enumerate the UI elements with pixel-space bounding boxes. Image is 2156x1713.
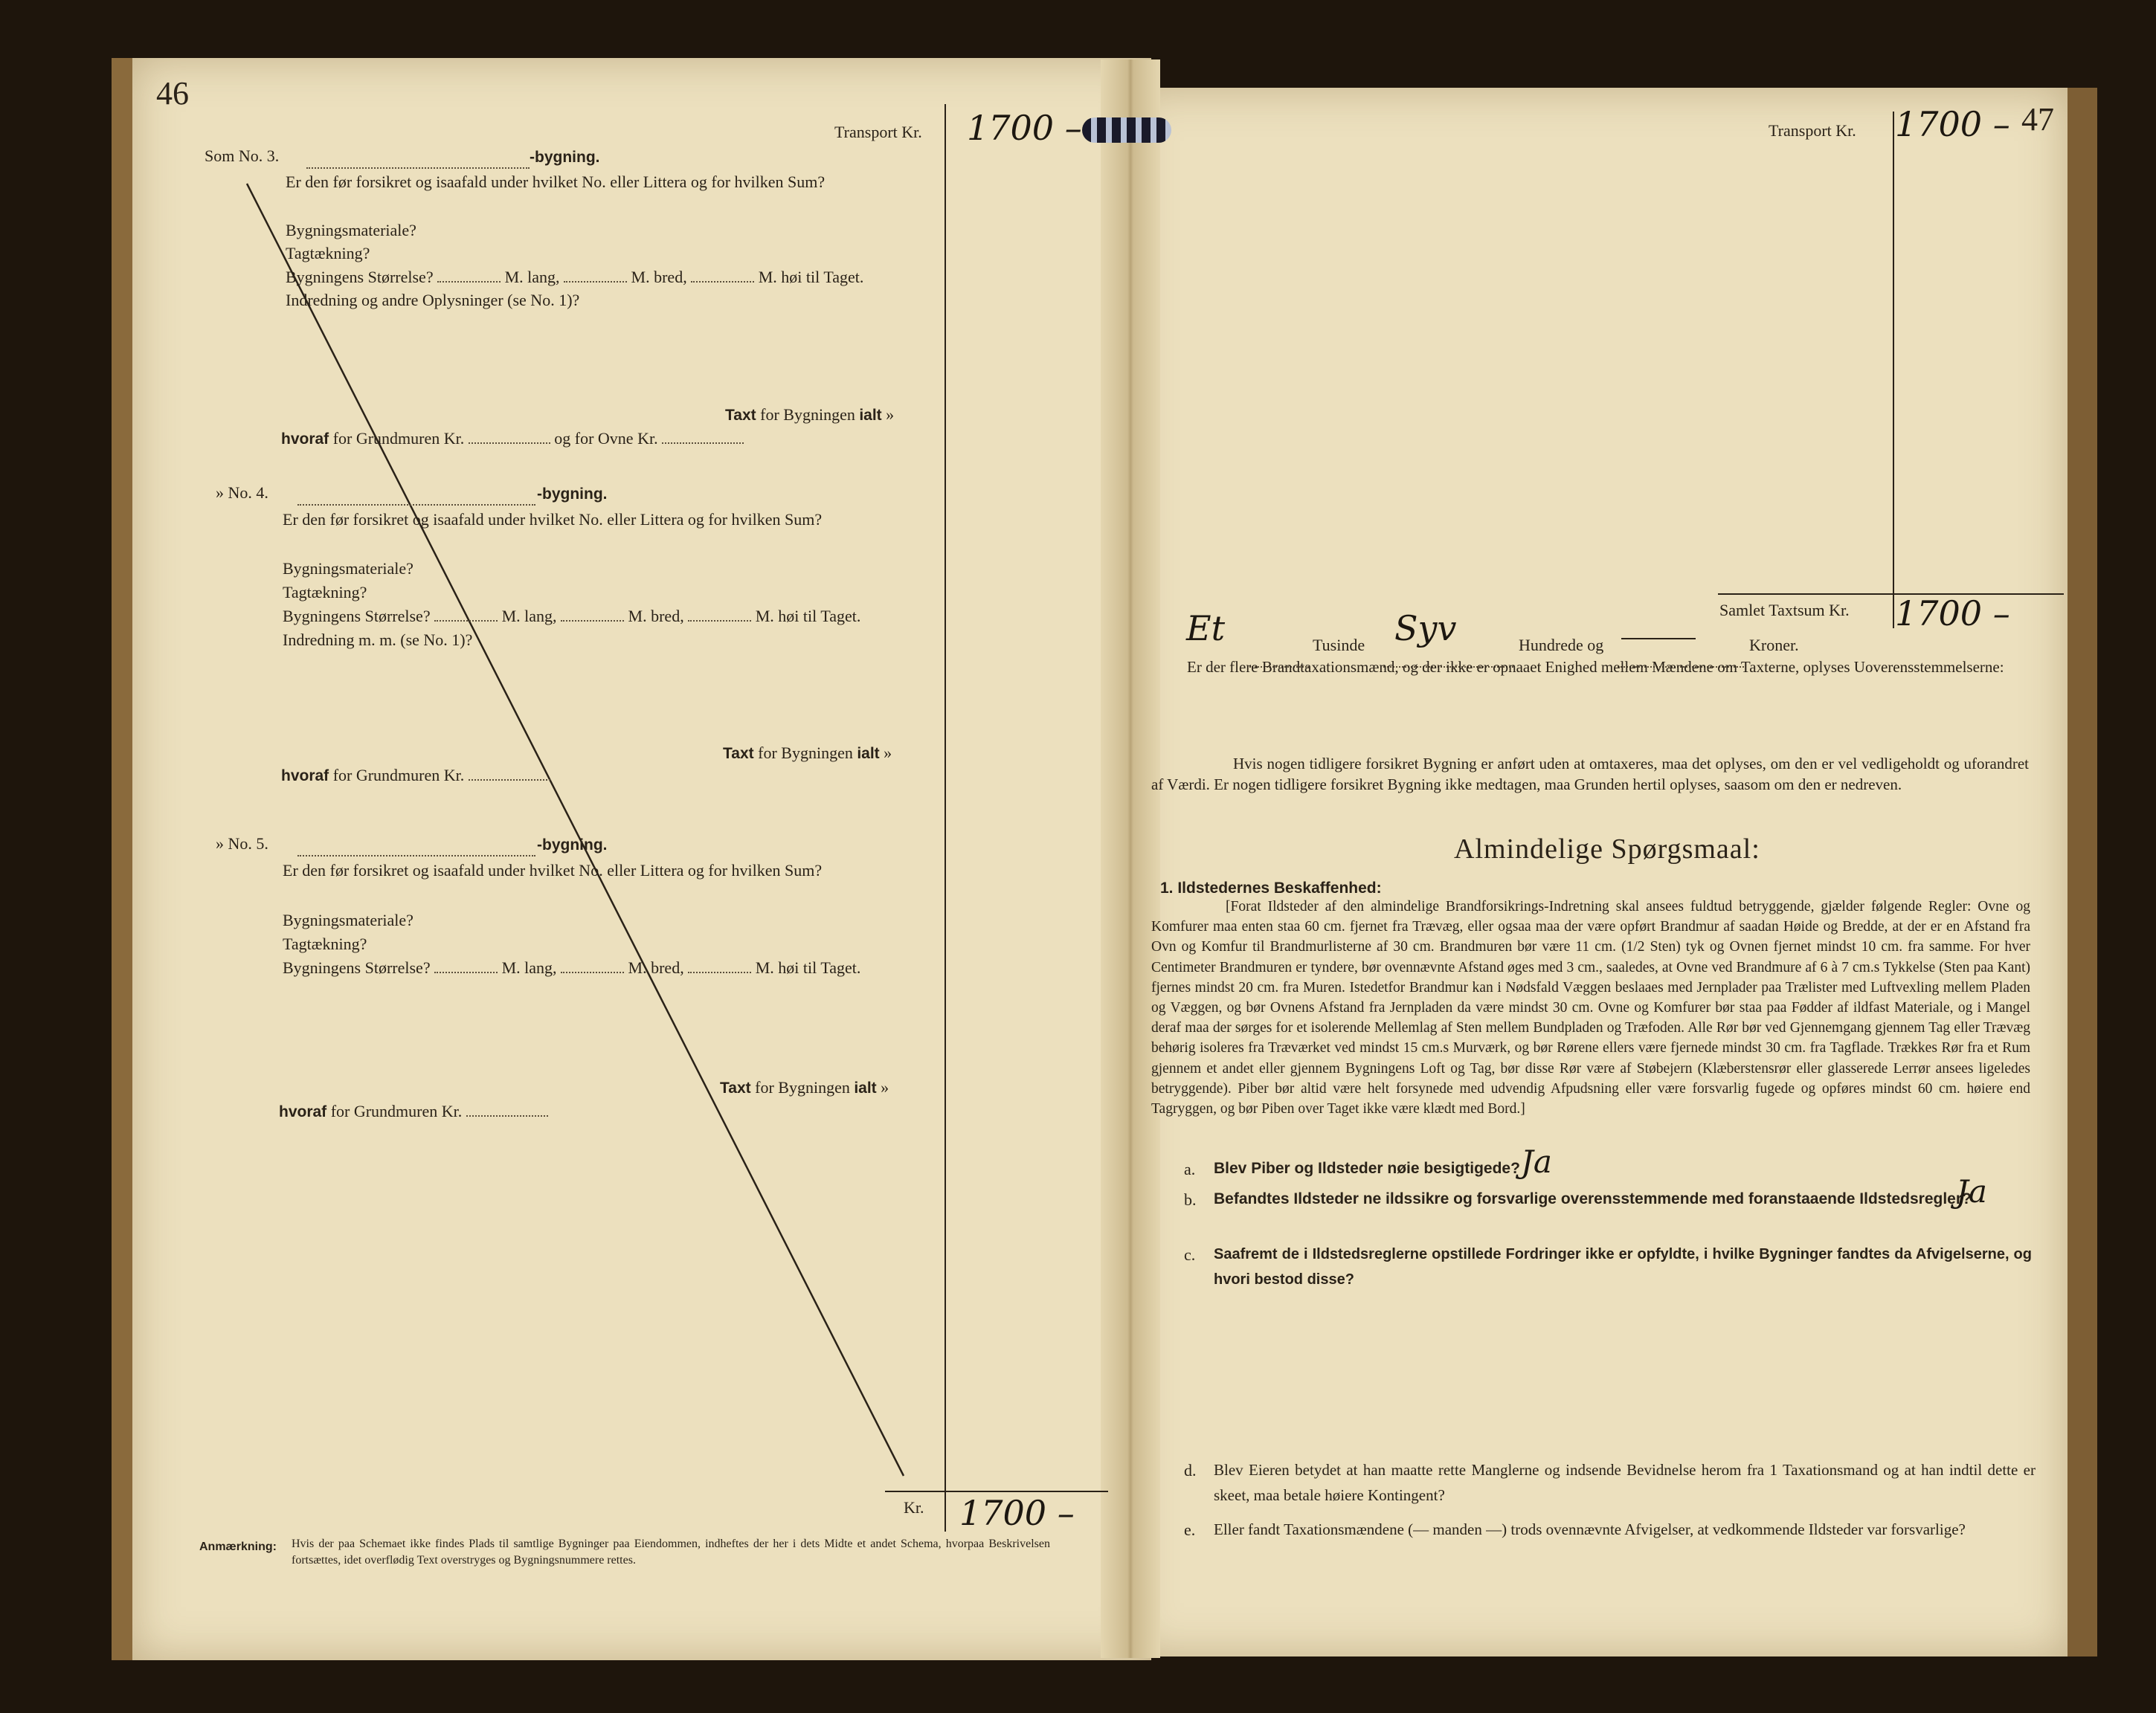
- size-bred: M. bred,: [631, 268, 687, 286]
- building-4-roof: Tagtækning?: [283, 583, 367, 601]
- ialt-word: ialt: [854, 1080, 877, 1097]
- samlet-value: 1700 –: [1895, 593, 2010, 633]
- size-label: Bygningens Størrelse?: [286, 268, 434, 286]
- ialt-word: ialt: [857, 745, 880, 762]
- qb-label: b.: [1184, 1190, 1197, 1209]
- samlet-label: Samlet Taxtsum Kr.: [1719, 601, 1850, 619]
- building-4-size: [283, 607, 860, 626]
- q1-title: 1. Ildstedernes Beskaffenhed:: [1160, 880, 1382, 897]
- grundmur-label: for Grundmuren Kr.: [332, 429, 465, 448]
- building-4-hvoraf-line: [281, 766, 550, 785]
- transport-value-left: 1700 –: [967, 108, 1082, 148]
- building-4-question: Er den før forsikret og isaafald under hvilket No. eller Littera og for hvilken Sum?: [283, 510, 823, 529]
- taxt-word: Taxt: [725, 407, 756, 424]
- page-number-right: 47: [2021, 101, 2054, 138]
- hundrede-hand: Syv: [1394, 608, 1457, 648]
- building-3-interior: Indredning og andre Oplysninger (se No. 1)?: [286, 291, 580, 309]
- arrow: »: [886, 405, 895, 424]
- building-5-name-blank: [297, 847, 535, 860]
- total-label-left: Kr.: [904, 1498, 924, 1517]
- size-lang: M. lang,: [501, 958, 557, 977]
- size-lang: M. lang,: [501, 607, 557, 625]
- grundmur-label: for Grundmuren Kr.: [332, 766, 465, 784]
- size-label: Bygningens Størrelse?: [283, 607, 431, 625]
- transport-label-left: Transport Kr.: [834, 123, 922, 141]
- taxt-rest: for Bygningen: [755, 1078, 850, 1097]
- qc-label: c.: [1184, 1245, 1196, 1264]
- size-hoi: M. høi til Taget.: [755, 607, 861, 625]
- grundmur-label: for Grundmuren Kr.: [330, 1102, 463, 1120]
- building-4-interior: Indredning m. m. (se No. 1)?: [283, 630, 473, 649]
- arrow: »: [881, 1078, 889, 1097]
- building-5-taxt-line: [720, 1078, 889, 1097]
- qa-answer: Ja: [1521, 1143, 1552, 1180]
- taxt-word: Taxt: [723, 745, 754, 762]
- general-questions-heading: Almindelige Spørgsmaal:: [1454, 833, 1760, 865]
- building-4-name-blank: [297, 496, 535, 509]
- taxt-word: Taxt: [720, 1080, 751, 1097]
- page-number-left: 46: [156, 75, 189, 112]
- building-3-size: [286, 268, 863, 287]
- building-5-roof: Tagtækning?: [283, 935, 367, 953]
- hvoraf-word: hvoraf: [279, 1103, 327, 1120]
- q1-rules: [Forat Ildsteder af den almindelige Brandforsikrings-Indretning skal ansees fuldtud betryggende, gjælder følgende Regler: Ovne og Komfurer maa enten staa 60 cm. fjernet fra Trævæg, eller ogsaa maa der være opført Brandmur af saadan Høide og Bredde, at der er en Afstand fra Ovn og Komfur til Brandmurlisterne af 30 cm. Brandmuren bør være 11 cm. (1/2 Sten) tyk og Ovnen fjernet mindst 10 cm. fra samme. For hver Centimeter Brandmuren er tyndere, bør ovennævnte Afstand øges med 3 cm., saaledes, at Ovne ved Brandmure af 6 à 7 cm.s Tykkelse (Sten paa Kant) fjernes mindst 20 cm. fra Muren. Istedetfor Brandmur kan i Nødsfald Væggen beslaaes med Jernplader paa Trælister med Luftvexling mellem Pladen og Væggen, og bør Ovnens Afstand fra Jernpladen da være mindst 30 cm. Ovne og Komfurer bør staa paa Fødder af ildfast Materiale, og i Mangel deraf maa der sørges for et isolerende Mellemlag af Sten mellem Bundpladen og Træfoden. Alle Rør bør ved Gjennemgang gjennem Tag eller Trævæg behørig isoleres fra Træværket ved mindst 15 cm.s Murværk, og bør Rørene ellers være fjernede mindst 30 cm. fra Tagflade. Trækkes Rør fra et Rum gjennem et andet eller gjennem Bygningens Loft og Tag, bør disse Rør være af Støbejern (Klæberstensrør eller glasserede Lerrør ansees ligeledes betryggende). Piber bør altid være helt forsynede med udvendig Afpudsning eller være forsvarlig fugede og opføres mindst 60 cm. høiere end Tagryggen, og bør Piben over Taget ikke være klædt med Bord.]: [1151, 899, 2030, 1117]
- taxt-rest: for Bygningen: [758, 743, 853, 762]
- building-3-hvoraf-line: [281, 429, 744, 448]
- qc-text: Saafremt de i Ildstedsreglerne opstillede Fordringer ikke er opfyldte, i hvilke Bygninger fandtes da Afvigelserne, og hvori bestod disse?: [1214, 1246, 2032, 1288]
- qe-text: Eller fandt Taxationsmændene (— manden —) trods ovennævnte Afvigelser, at vedkommende Ildsteder var forsvarlige?: [1214, 1520, 1966, 1538]
- tusinde-hand: Et: [1186, 608, 1226, 648]
- flere-text: Er der flere Brandtaxationsmænd, og der ikke er opnaaet Enighed mellem Mændene om Taxterne, oplyses Uoverensstemmelserne:: [1187, 658, 2004, 676]
- qa-label: a.: [1184, 1160, 1196, 1178]
- samlet-rule: [1718, 593, 2064, 595]
- building-5-question: Er den før forsikret og isaafald under hvilket No. eller Littera og for hvilken Sum?: [283, 861, 823, 880]
- ovne-label: og for Ovne Kr.: [554, 429, 658, 448]
- building-3-name-blank: [306, 159, 530, 172]
- total-rule-left: [885, 1491, 1108, 1492]
- qa-text: Blev Piber og Ildsteder nøie besigtigede?: [1214, 1160, 1520, 1177]
- size-hoi: M. høi til Taget.: [758, 268, 864, 286]
- size-lang: M. lang,: [504, 268, 560, 286]
- building-5-prefix: » No. 5.: [216, 834, 268, 853]
- building-5-size: [283, 958, 860, 978]
- amount-column-line-right: [1893, 112, 1894, 628]
- total-value-left: 1700 –: [959, 1493, 1075, 1533]
- qd-label: d.: [1184, 1461, 1197, 1480]
- hvoraf-word: hvoraf: [281, 767, 329, 784]
- building-5-bygning: -bygning.: [537, 836, 608, 854]
- hvis-text: Hvis nogen tidligere forsikret Bygning er anført uden at omtaxeres, maa det oplyses, om den er vel vedligeholdt og uforandret af Værdi. Er nogen tidligere forsikret Bygning ikke medtagen, maa Grunden hertil oplyses, saasom om den er nedreven.: [1151, 755, 2029, 793]
- hvoraf-word: hvoraf: [281, 430, 329, 448]
- building-5-material: Bygningsmateriale?: [283, 911, 413, 929]
- qd-text: Blev Eieren betydet at han maatte rette Manglerne og indsende Bevidnelse herom fra 1 Taxationsmand og at han indtil dette er skeet, maa betale høiere Kontingent?: [1214, 1461, 2036, 1504]
- building-3-prefix: Som No. 3.: [205, 146, 280, 165]
- note-text: Hvis der paa Schemaet ikke findes Plads til samtlige Bygninger paa Eiendommen, indheftes der her i dets Midte et andet Schema, hvorpaa Beskrivelsen fortsættes, idet overflødig Text overstryges og Bygningsnummere rettes.: [292, 1538, 1050, 1567]
- building-4-taxt-line: [723, 743, 892, 763]
- transport-label-right: Transport Kr.: [1769, 121, 1856, 140]
- diagonal-strike-line: [247, 184, 904, 1476]
- building-3-bygning: -bygning.: [530, 149, 600, 166]
- ialt-word: ialt: [859, 407, 882, 424]
- building-4-prefix: » No. 4.: [216, 483, 268, 502]
- size-bred: M. bred,: [628, 607, 684, 625]
- building-4-bygning: -bygning.: [537, 485, 608, 503]
- og-dash: [1621, 638, 1696, 639]
- building-3-roof: Tagtækning?: [286, 244, 370, 262]
- building-4-material: Bygningsmateriale?: [283, 559, 413, 578]
- kroner-label: Kroner.: [1749, 636, 1799, 654]
- building-5-hvoraf-line: [279, 1102, 548, 1121]
- building-3-material: Bygningsmateriale?: [286, 221, 416, 239]
- qe-label: e.: [1184, 1520, 1196, 1539]
- size-hoi: M. høi til Taget.: [755, 958, 861, 977]
- arrow: »: [884, 743, 892, 762]
- qb-text: Befandtes Ildsteder ne ildssikre og forsvarlige overensstemmende med foranstaaende Ildstedsregler?: [1214, 1190, 1972, 1207]
- note-label: Anmærkning:: [199, 1541, 277, 1553]
- qb-answer: Ja: [1956, 1173, 1987, 1210]
- building-3-question: Er den før forsikret og isaafald under hvilket No. eller Littera og for hvilken Sum?: [286, 172, 826, 191]
- size-bred: M. bred,: [628, 958, 684, 977]
- building-3-taxt-line: [725, 405, 894, 425]
- transport-value-right: 1700 –: [1895, 104, 2010, 144]
- tusinde-label: Tusinde: [1313, 636, 1365, 654]
- taxt-rest: for Bygningen: [760, 405, 855, 424]
- hundrede-label: Hundrede og: [1519, 636, 1604, 654]
- size-label: Bygningens Størrelse?: [283, 958, 431, 977]
